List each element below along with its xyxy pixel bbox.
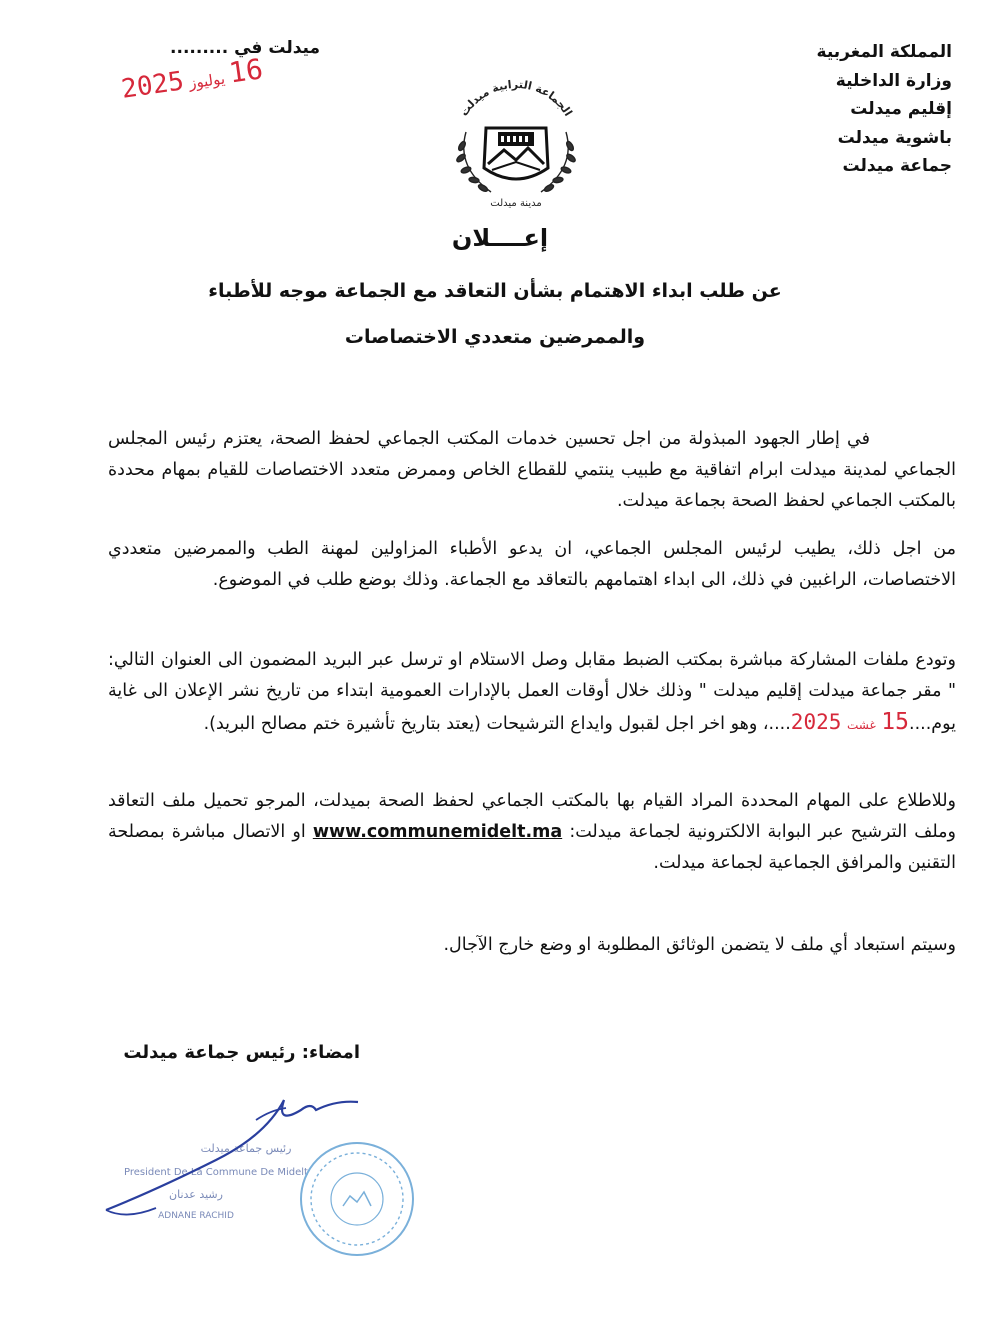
deadline-stamp-year: 2025 <box>790 710 842 734</box>
signature-stamp-line2: President De La Commune De Midelt <box>124 1167 308 1178</box>
deadline-stamp <box>790 709 909 735</box>
logo-arc-text: الجماعة الترابية ميدلت <box>457 77 575 119</box>
deadline-stamp-day: 15 <box>881 709 909 735</box>
announcement-subtitle-line1: عن طلب ابداء الاهتمام بشأن التعاقد مع الجماعة موجه للأطباء <box>208 280 782 302</box>
date-stamp <box>110 51 273 106</box>
paragraph-intro <box>108 424 956 517</box>
date-stamp-year: 2025 <box>119 66 186 105</box>
paragraph-info-text-end: او الاتصال مباشرة بمصلحة التقنين والمرافق الجماعية لجماعة ميدلت. <box>108 822 956 873</box>
letterhead-ministry: وزارة الداخلية <box>835 70 952 91</box>
logo-bottom-text: مدينة ميدلت <box>490 198 542 209</box>
paragraph-invitation-text: من اجل ذلك، يطيب لرئيس المجلس الجماعي، ان يدعو الأطباء المزاولين لمهنة الطب والممرضين متعددي الاختصاصات، الراغبين في ذلك، الى ابداء اهتمامهم بالتعاقد مع الجماعة. وذلك بوضع طلب في الموضوع. <box>108 539 956 590</box>
letterhead-kingdom: المملكة المغربية <box>816 42 952 62</box>
paragraph-submission-text-end: ....، وهو اخر اجل لقبول وايداع الترشيحات (يعتد بتاريخ تأشيرة ختم مصالح البريد). <box>203 714 791 734</box>
letterhead <box>712 38 952 181</box>
signature-stamp-line4: ADNANE RACHID <box>158 1211 234 1221</box>
svg-text:الجماعة الترابية ميدلت <box>457 78 574 119</box>
date-stamp-day: 16 <box>226 52 265 90</box>
commune-logo <box>436 72 596 212</box>
signature-stamp-line3: رشيد عدنان <box>169 1188 223 1201</box>
signature-label: امضاء: رئيس جماعة ميدلت <box>123 1042 360 1063</box>
paragraph-submission-text-start: وتودع ملفات المشاركة مباشرة بمكتب الضبط مقابل وصل الاستلام او ترسل عبر البريد المضمون الى العنوان التالي: " مقر جماعة ميدلت إقليم ميدلت " وذلك خلال أوقات العمل بالإدارات العمومية ابتداء من تاريخ نشر الإعلان الى غاية يوم.... <box>108 650 956 734</box>
letterhead-pashalik: باشوية ميدلت <box>837 127 952 148</box>
paragraph-exclusion-text: وسيتم استبعاد أي ملف لا يتضمن الوثائق المطلوبة او وضع خارج الآجال. <box>443 935 956 955</box>
paragraph-submission <box>108 645 956 741</box>
signature-stamp-line1: رئيس جماعة ميدلت <box>200 1142 292 1155</box>
paragraph-intro-text: في إطار الجهود المبذولة من اجل تحسين خدمات المكتب الجماعي لحفظ الصحة، يعتزم رئيس المجلس الجماعي لمدينة ميدلت ابرام اتفاقية مع طبيب ينتمي للقطاع الخاص وممرض متعدد الاختصاصات للقيام بمهام محددة بالمكتب الجماعي لحفظ الصحة بجماعة ميدلت. <box>108 429 956 511</box>
letterhead-province: إقليم ميدلت <box>850 99 952 119</box>
paragraph-info-text-start: وللاطلاع على المهام المحددة المراد القيام بها بالمكتب الجماعي لحفظ الصحة بميدلت، المرجو تحميل ملف التعاقد وملف الترشيح عبر البوابة الالكترونية لجماعة ميدلت: <box>108 791 956 842</box>
announcement-subtitle-line2: والممرضين متعددي الاختصاصات <box>344 326 646 348</box>
paragraph-exclusion <box>108 930 956 961</box>
commune-website-link[interactable]: www.communemidelt.ma <box>312 822 563 842</box>
letterhead-commune: جماعة ميدلت <box>842 156 952 176</box>
paragraph-info <box>108 786 956 879</box>
paragraph-invitation <box>108 534 956 596</box>
official-seal <box>298 1140 416 1258</box>
deadline-stamp-month: غشت <box>846 718 876 732</box>
date-stamp-month: يوليوز <box>187 69 227 93</box>
date-place-label: ميدلت في ......... <box>170 38 320 58</box>
announcement-title: إعــــلان <box>451 224 549 252</box>
